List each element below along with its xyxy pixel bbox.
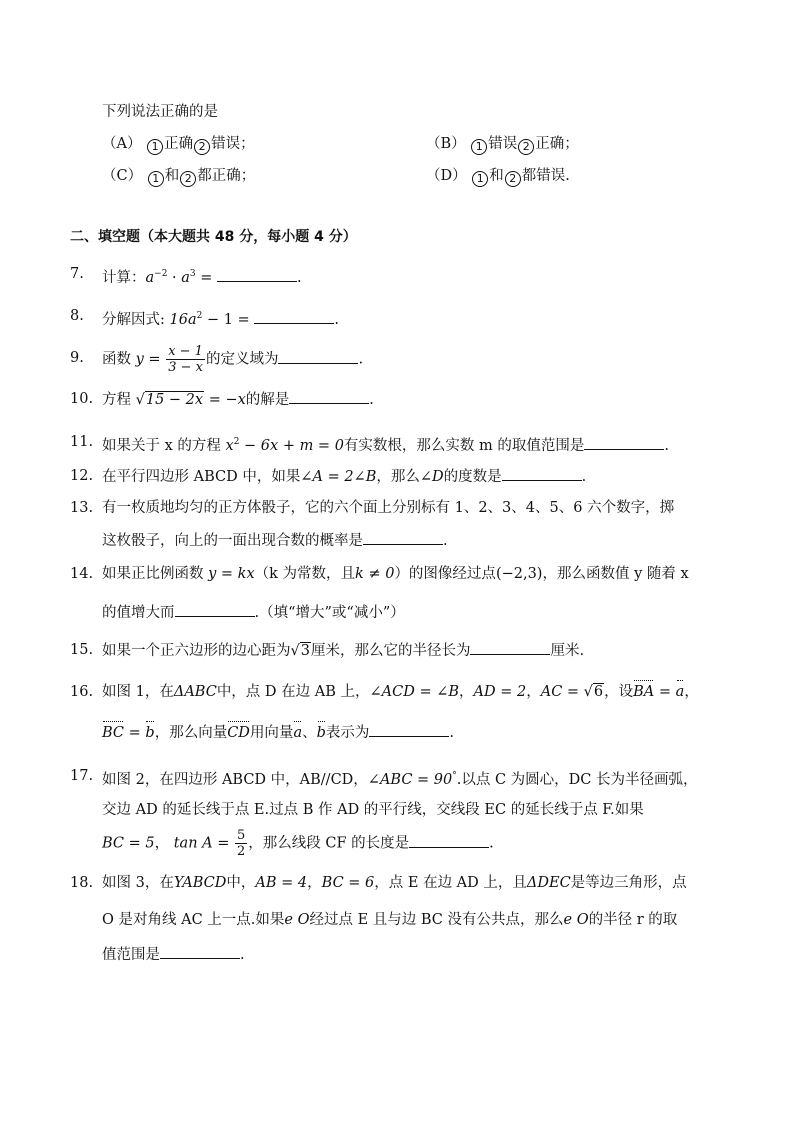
q16-text-e: ，设 [604,684,634,700]
q16-angle: ∠ACD = ∠B [369,684,460,700]
q10-radicand: 15 − 2x [145,392,204,408]
q16-radicand: 6 [593,684,604,700]
option-d [426,166,570,187]
q18-text-a: 如图 3，在 [102,875,174,891]
q9-numerator: x − 1 [168,344,203,359]
q9-y: y [135,351,144,368]
q7-text: 计算： [102,270,146,286]
answer-blank[interactable] [254,309,334,324]
q16-text-i: 表示为 [325,725,370,741]
q18-triangle: ΔDEC [526,875,571,891]
q13-text-b: 这枚骰子，向上的一面出现合数的概率是 [102,533,363,549]
q16-vec-b2: b [316,725,326,741]
q14-math-b: k ≠ 0 [355,566,395,582]
q17-bc: BC = 5 [102,835,155,852]
circled-2: 2 [194,139,210,155]
sqrt-icon: √ [135,392,145,408]
q14-text-a: 如果正比例函数 [102,566,209,582]
q12-text-b: ，那么 [376,469,420,485]
q17-text-b: .以点 C 为圆心，DC 长为半径画弧， [456,772,698,788]
q12-text-c: 的度数是 [443,469,502,485]
answer-blank[interactable] [278,349,358,364]
q16-vector-a: a [675,684,685,700]
circled-1: 1 [472,171,488,187]
q14-math-c: (−2,3) [495,566,543,582]
q7-exp1: −2 [154,269,168,279]
q16-vec-a2: a [293,725,303,741]
q12-math-b: ∠D [419,469,444,485]
question-number: 16. [70,684,94,700]
option-b [426,134,579,155]
q18-bc: BC = 6 [321,875,375,891]
option-c-text2: 都正确； [197,168,256,184]
q10-text-b: 的解是 [245,392,290,408]
question-number: 18. [70,875,94,891]
q16-sep2: ， [526,684,541,700]
q10-text-a: 方程 [102,392,136,408]
q16-eq-a: = [654,684,676,700]
option-b-text2: 正确； [535,136,579,152]
q9-text-a: 函数 [102,351,136,368]
q17-denominator: 2 [237,844,246,859]
option-a-text2: 错误； [211,136,255,152]
q16-vector-cd: CD [227,725,250,741]
question-number: 10. [70,391,94,407]
circled-1: 1 [471,139,487,155]
q16-triangle: ΔABC [173,684,217,700]
q9-fraction [166,344,205,375]
q7-eq: = [195,270,218,286]
answer-blank[interactable] [363,530,443,545]
question-number: 17. [70,768,94,784]
question-number: 14. [70,566,94,582]
option-d-text1: 和 [489,168,504,184]
q7-dot: · [167,270,182,286]
option-a-label: （A） [102,136,142,152]
q17-tan: tan A = [173,835,234,852]
q15-radicand: 3 [300,643,310,659]
option-a-text1: 正确 [164,136,194,152]
q16-text-h: 、 [302,725,317,741]
circled-2: 2 [518,139,534,155]
answer-blank[interactable] [289,389,369,404]
answer-blank[interactable] [175,602,255,617]
q12-text-a: 在平行四边形 ABCD 中，如果 [102,469,301,485]
answer-blank[interactable] [409,833,489,848]
q16-text-g: 用向量 [249,725,294,741]
q17-degree: ° [452,771,457,781]
q16-text-a: 如图 1，在 [102,684,174,700]
q18-circle: e O [284,912,310,928]
q14-math-a: y = kx [208,566,255,582]
circled-1: 1 [147,139,163,155]
q11-text-b: 有实数根，那么实数 m 的取值范围是 [343,438,585,454]
q16-vector-bc: BC [102,725,125,741]
sqrt-icon: √ [290,643,300,659]
q15-text-a: 如果一个正六边形的边心距为 [102,643,291,659]
q18-text-d: 是等边三角形，点 [570,875,687,891]
q16-eq-b: = [124,725,146,741]
q18-text-g: 的半径 r 的取 [588,912,678,928]
q17-fraction [235,828,247,859]
q18-text-e: O 是对角线 AC 上一点.如果 [102,912,285,928]
q7-math2: a [181,270,190,286]
q17-text-c: 交边 AD 的延长线于点 E.过点 B 作 AD 的平行线，交线段 EC 的延长线于点 F.如果 [102,802,644,818]
answer-blank[interactable] [160,944,240,959]
q18-text-b: 中， [226,875,256,891]
q11-exp: 2 [233,437,240,447]
q18-text-h: 值范围是 [102,947,160,963]
q16-text-b: 中，点 D 在边 AB 上， [216,684,370,700]
q9-text-b: 的定义域为 [205,351,279,368]
q14-text-b: （k 为常数，且 [254,566,356,582]
q16-ac: AC = [540,684,584,700]
q8-rest: − 1 = [202,312,255,328]
answer-blank[interactable] [369,722,449,737]
option-c-label: （C） [102,168,143,184]
question-number: 8. [70,308,84,324]
question-number: 9. [70,350,84,366]
option-b-label: （B） [426,136,466,152]
circled-2: 2 [180,171,196,187]
q14-text-e: 的值增大而 [102,605,175,621]
q9-eq: = [143,351,166,368]
question-number: 15. [70,642,94,658]
q17-numerator: 5 [237,828,246,843]
q16-ad: AD = 2 [473,684,527,700]
q9-denominator: 3 − x [168,360,203,375]
answer-blank[interactable] [502,466,582,481]
q15-text-c: 厘米. [550,643,585,659]
q15-text-b: 厘米，那么它的半径长为 [310,643,471,659]
intro-text: 下列说法正确的是 [102,104,218,120]
q18-ab: AB = 4 [255,875,308,891]
q13-text-a: 有一枚质地均匀的正方体骰子，它的六个面上分别标有 1、2、3、4、5、6 六个数字，掷 [102,500,675,516]
q17-text-d: ，那么线段 CF 的长度是 [248,835,410,852]
q10-eq: = −x [204,392,246,408]
question-number: 12. [70,468,94,484]
circled-2: 2 [505,171,521,187]
question-number: 7. [70,266,84,282]
q12-math-a: ∠A = 2∠B [300,469,377,485]
option-b-text1: 错误 [488,136,518,152]
answer-blank[interactable] [217,267,297,282]
q11-rest: − 6x + m = 0 [239,438,344,454]
q17-text-a: 如图 2，在四边形 ABCD 中，AB//CD， [102,772,368,788]
q18-text-f: 经过点 E 且与边 BC 没有公共点，那么 [309,912,564,928]
q16-vector-b: b [145,725,155,741]
option-c [102,166,255,187]
q14-text-c: ）的图像经过点 [394,566,496,582]
circled-1: 1 [148,171,164,187]
q14-text-f: .（填“增大”或“减小”） [254,605,405,621]
q16-comma: ， [684,684,699,700]
q18-parallelogram: YABCD [173,875,227,891]
q16-vector-ba: BA [633,684,655,700]
q7-exp2: 3 [189,269,196,279]
option-c-text1: 和 [164,168,180,184]
q16-sep1: ， [459,684,474,700]
option-a [102,134,255,155]
q16-text-f: ，那么向量 [154,725,228,741]
section-heading: 二、填空题（本大题共 48 分，每小题 4 分） [70,229,357,245]
option-d-label: （D） [426,168,467,184]
q8-exp: 2 [196,311,203,321]
q14-text-d: ，那么函数值 y 随着 x [542,566,689,582]
q8-text: 分解因式: [102,312,170,328]
q18-text-c: ，点 E 在边 AD 上，且 [374,875,527,891]
q17-angle: ∠ABC = 90 [367,772,453,788]
q11-math: x [225,438,234,454]
q8-math: 16a [169,312,197,328]
q18-circle2: e O [563,912,589,928]
answer-blank[interactable] [470,640,550,655]
option-d-text2: 都错误. [521,168,570,184]
question-number: 13. [70,500,94,516]
question-number: 11. [70,434,94,450]
q7-math: a [145,270,155,286]
q11-text-a: 如果关于 x 的方程 [102,438,226,454]
sqrt-icon: √ [583,684,593,700]
answer-blank[interactable] [584,435,664,450]
